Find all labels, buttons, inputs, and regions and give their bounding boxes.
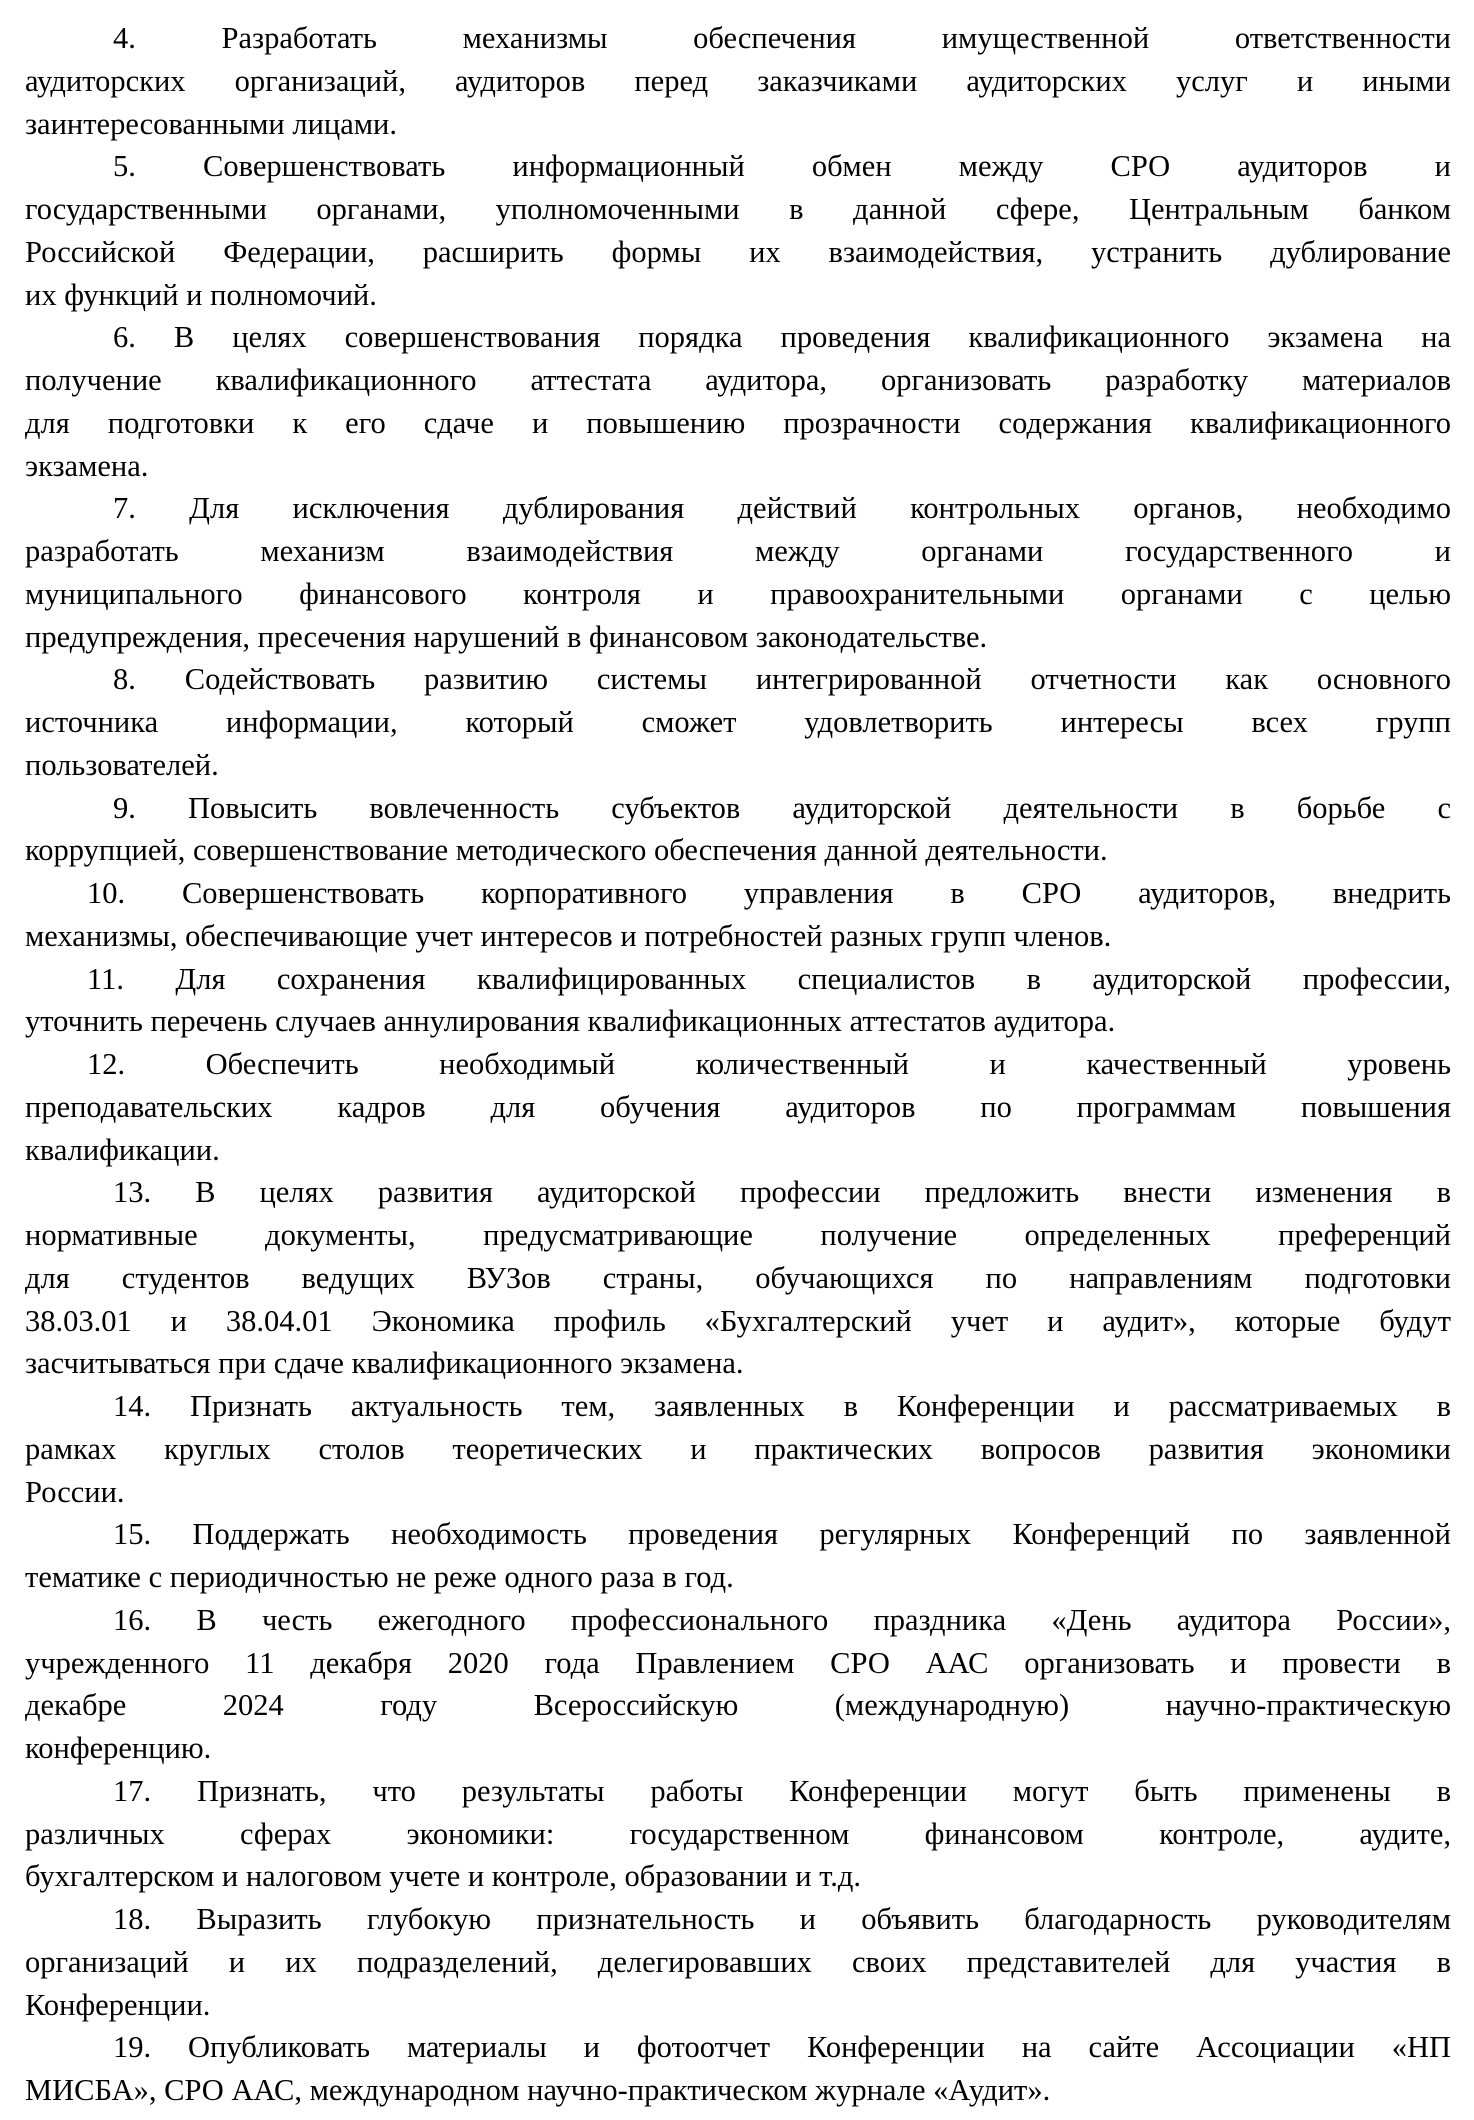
list-item [25,487,1451,658]
list-item-first-line: 14. Признать актуальность тем, заявленных в Конференции и рассматриваемых в [113,1389,1451,1423]
document-page [25,17,1451,2112]
list-item-first-line: 11. Для сохранения квалифицированных специалистов в аудиторской профессии, [87,961,1451,996]
list-item [25,1043,1451,1171]
list-item [25,1385,1451,1513]
list-item [25,787,1451,873]
list-item-line: муниципального финансового контроля и правоохранительными органами с целью [25,576,1451,611]
list-item-first-line: 17. Признать, что результаты работы Конференции могут быть применены в [113,1773,1451,1808]
list-item [25,1770,1451,1898]
list-item-first-line: 12. Обеспечить необходимый количественный и качественный уровень [87,1047,1451,1081]
list-item-first-line: 10. Совершенствовать корпоративного управления в СРО аудиторов, внедрить [87,876,1451,910]
list-item-line: квалификации. [25,1132,220,1167]
list-item-first-line: 7. Для исключения дублирования действий контрольных органов, необходимо [113,491,1451,526]
list-item-line: пользователей. [25,747,219,782]
list-item [25,17,1451,145]
list-item-line: нормативные документы, предусматривающие получение определенных преференций [25,1218,1451,1252]
list-item-line: механизмы, обеспечивающие учет интересов и потребностей разных групп членов. [25,918,1112,953]
list-item-line: конференцию. [25,1731,212,1765]
list-item-line: Конференции. [25,1987,211,2022]
list-item-line: МИСБА», СРО ААС, международном научно-практическом журнале «Аудит». [25,2073,1051,2107]
list-item-first-line: 18. Выразить глубокую признательность и объявить благодарность руководителям [113,1902,1451,1936]
list-item-first-line: 6. В целях совершенствования порядка проведения квалификационного экзамена на [113,320,1451,355]
list-item-first-line: 5. Совершенствовать информационный обмен между СРО аудиторов и [113,149,1451,184]
list-item [25,1898,1451,2026]
list-item-first-line: 13. В целях развития аудиторской профессии предложить внести изменения в [113,1175,1451,1210]
list-item-line: уточнить перечень случаев аннулирования квалификационных аттестатов аудитора. [25,1004,1116,1039]
list-item-line: засчитываться при сдаче квалификационного экзамена. [25,1346,744,1381]
list-item [25,958,1451,1044]
list-item-first-line: 19. Опубликовать материалы и фотоотчет Конференции на сайте Ассоциации «НП [113,2030,1451,2065]
list-item [25,1513,1451,1599]
list-item-line: различных сферах экономики: государственном финансовом контроле, аудите, [25,1816,1451,1851]
list-item [25,316,1451,487]
list-item-line: 38.03.01 и 38.04.01 Экономика профиль «Бухгалтерский учет и аудит», которые будут [25,1303,1451,1338]
list-item-line: организаций и их подразделений, делегировавших своих представителей для участия в [25,1944,1451,1979]
list-item-first-line: 15. Поддержать необходимость проведения регулярных Конференций по заявленной [113,1517,1451,1552]
list-item-first-line: 8. Содействовать развитию системы интегрированной отчетности как основного [113,662,1451,697]
list-item [25,145,1451,316]
list-item-line: декабре 2024 году Всероссийскую (международную) научно-практическую [25,1688,1451,1723]
list-item-line: экзамена. [25,448,149,483]
list-item-line: коррупцией, совершенствование методического обеспечения данной деятельности. [25,833,1108,868]
list-item-first-line: 16. В честь ежегодного профессионального праздника «День аудитора России», [113,1602,1451,1637]
list-item-line: разработать механизм взаимодействия между органами государственного и [25,534,1451,568]
list-item-line: тематике с периодичностью не реже одного раза в год. [25,1560,734,1594]
list-item [25,872,1451,958]
list-item-line: преподавательских кадров для обучения аудиторов по программам повышения [25,1089,1451,1124]
list-item-line: их функций и полномочий. [25,277,377,312]
list-item-line: России. [25,1474,125,1509]
list-item-first-line: 9. Повысить вовлеченность субъектов аудиторской деятельности в борьбе с [113,790,1451,825]
list-item-line: заинтересованными лицами. [25,106,398,141]
list-item [25,1171,1451,1385]
list-item-line: получение квалификационного аттестата аудитора, организовать разработку материалов [25,363,1451,397]
list-item-line: государственными органами, уполномоченными в данной сфере, Центральным банком [25,192,1451,226]
list-item-line: рамках круглых столов теоретических и практических вопросов развития экономики [25,1431,1451,1466]
list-item-line: Российской Федерации, расширить формы их взаимодействия, устранить дублирование [25,234,1451,269]
list-item-line: аудиторских организаций, аудиторов перед заказчиками аудиторских услуг и иными [25,63,1451,98]
list-item [25,2026,1451,2112]
list-item-line: бухгалтерском и налоговом учете и контроле, образовании и т.д. [25,1859,862,1894]
list-item-line: учрежденного 11 декабря 2020 года Правлением СРО ААС организовать и провести в [25,1645,1451,1680]
list-item [25,1599,1451,1770]
list-item-line: для подготовки к его сдаче и повышению прозрачности содержания квалификационного [25,405,1451,440]
list-item-line: источника информации, который сможет удовлетворить интересы всех групп [25,705,1451,739]
list-item-line: для студентов ведущих ВУЗов страны, обучающихся по направлениям подготовки [25,1260,1451,1295]
list-item-line: предупреждения, пресечения нарушений в финансовом законодательстве. [25,619,988,654]
list-item [25,658,1451,786]
list-item-first-line: 4. Разработать механизмы обеспечения имущественной ответственности [113,21,1451,55]
